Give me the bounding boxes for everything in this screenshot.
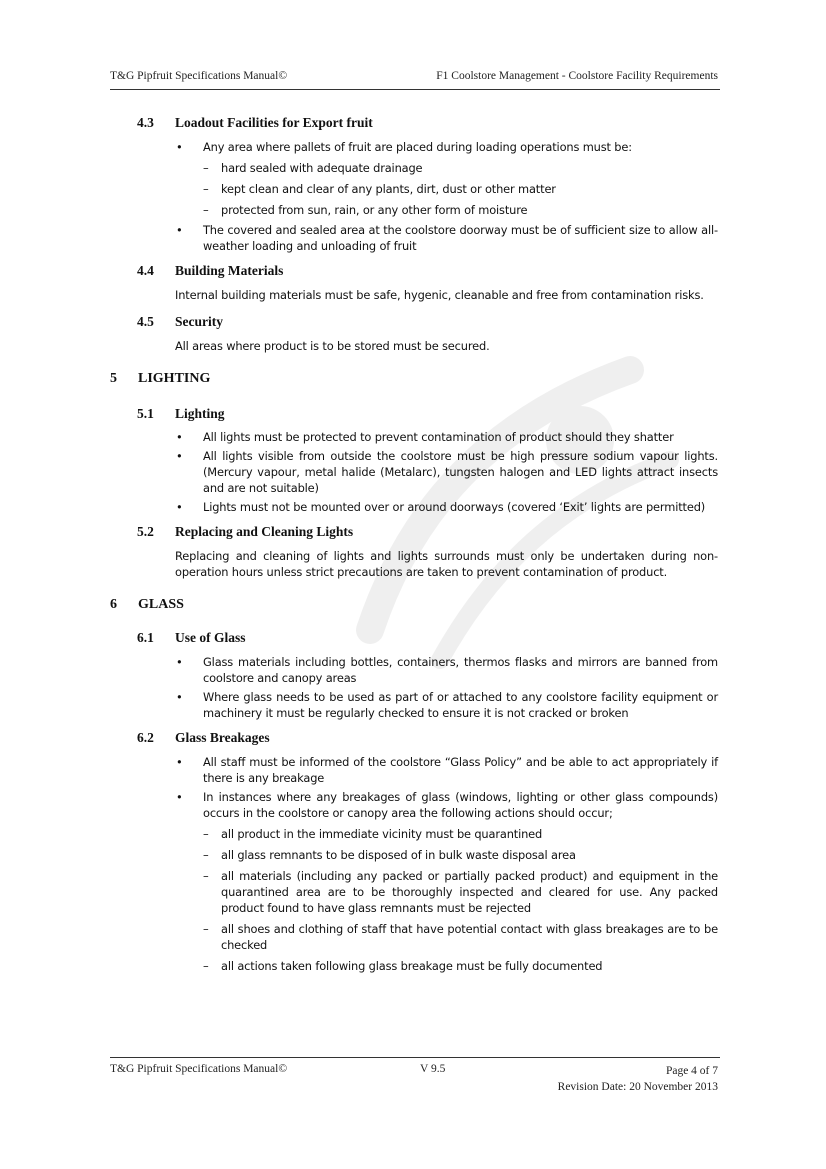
header-manual-title: T&G Pipfruit Specifications Manual© bbox=[110, 70, 288, 82]
list-item-text: In instances where any breakages of glass (windows, lighting or other glass compounds) occurs in the coolstore or canopy area the following actions should occur; bbox=[203, 790, 718, 820]
list-item: • Where glass needs to be used as part of or attached to any coolstore facility equipment or machinery it must be regularly checked to ensure it is not cracked or broken bbox=[203, 689, 718, 721]
section-number: 4.5 bbox=[137, 314, 154, 329]
footer-version: V 9.5 bbox=[420, 1063, 446, 1075]
header-section-title: F1 Coolstore Management - Coolstore Facility Requirements bbox=[436, 70, 718, 82]
section-title: Lighting bbox=[175, 406, 225, 421]
section-number: 6.2 bbox=[137, 730, 154, 745]
section-number: 4.4 bbox=[137, 263, 154, 278]
bullet-list bbox=[110, 429, 718, 515]
section-number: 6.1 bbox=[137, 630, 154, 645]
section-title: Glass Breakages bbox=[175, 730, 270, 745]
list-item: – all glass remnants to be disposed of in bulk waste disposal area bbox=[221, 847, 718, 863]
list-item: • All staff must be informed of the coolstore “Glass Policy” and be able to act appropriately if there is any breakage bbox=[203, 754, 718, 786]
page-footer bbox=[110, 1063, 718, 1099]
section-heading-6-2 bbox=[110, 728, 718, 748]
bullet-list bbox=[110, 654, 718, 721]
section-number: 4.3 bbox=[137, 115, 154, 130]
revision-date: Revision Date: 20 November 2013 bbox=[557, 1081, 718, 1093]
section-number: 5.1 bbox=[137, 406, 154, 421]
dash-list bbox=[203, 160, 718, 218]
section-title: Use of Glass bbox=[175, 630, 246, 645]
section-heading-4-5 bbox=[110, 312, 718, 332]
section-title: Loadout Facilities for Export fruit bbox=[175, 115, 373, 130]
list-item: • All lights visible from outside the coolstore must be high pressure sodium vapour lights. (Mercury vapour, metal halide (Metalarc), tungsten halogen and LED lights attract insects and are not suitable) bbox=[203, 448, 718, 496]
list-item: • Glass materials including bottles, containers, thermos flasks and mirrors are banned from coolstore and canopy areas bbox=[203, 654, 718, 686]
section-title: Security bbox=[175, 314, 223, 329]
dash-list bbox=[203, 826, 718, 974]
list-item-text: Any area where pallets of fruit are placed during loading operations must be: bbox=[203, 140, 632, 154]
chapter-title: GLASS bbox=[138, 597, 184, 612]
list-item: – all actions taken following glass breakage must be fully documented bbox=[221, 958, 718, 974]
list-item: – all shoes and clothing of staff that have potential contact with glass breakages are to be checked bbox=[221, 921, 718, 953]
page-number: Page 4 of 7 bbox=[665, 1065, 718, 1077]
bullet-list bbox=[110, 139, 718, 254]
section-heading-4-4 bbox=[110, 261, 718, 281]
list-item: – all materials (including any packed or partially packed product) and equipment in the quarantined area are to be thoroughly inspected and cleared for use. Any packed product found to have glass remnants must be rejected bbox=[221, 868, 718, 916]
section-heading-5-2 bbox=[110, 522, 718, 542]
chapter-heading-5 bbox=[110, 369, 718, 389]
section-heading-6-1 bbox=[110, 628, 718, 648]
section-title: Replacing and Cleaning Lights bbox=[175, 524, 354, 539]
section-number: 5.2 bbox=[137, 524, 154, 539]
list-item: • Lights must not be mounted over or around doorways (covered ‘Exit’ lights are permitted) bbox=[203, 499, 718, 515]
chapter-number: 5 bbox=[110, 371, 117, 386]
footer-rule bbox=[110, 1057, 720, 1058]
chapter-number: 6 bbox=[110, 597, 117, 612]
chapter-heading-6 bbox=[110, 595, 718, 615]
bullet-list bbox=[110, 754, 718, 974]
list-item: – all product in the immediate vicinity must be quarantined bbox=[221, 826, 718, 842]
section-heading-5-1 bbox=[110, 404, 718, 424]
footer-page-info bbox=[558, 1063, 718, 1095]
footer-manual-title: T&G Pipfruit Specifications Manual© bbox=[110, 1063, 288, 1075]
paragraph: Replacing and cleaning of lights and lights surrounds must only be undertaken during non-operation hours unless strict precautions are taken to prevent contamination of product. bbox=[175, 549, 718, 579]
section-heading-4-3 bbox=[110, 113, 718, 133]
paragraph: All areas where product is to be stored must be secured. bbox=[175, 339, 490, 353]
document-body bbox=[110, 113, 718, 974]
list-item: • All lights must be protected to prevent contamination of product should they shatter bbox=[203, 429, 718, 445]
list-item bbox=[203, 789, 718, 974]
chapter-title: LIGHTING bbox=[138, 371, 211, 386]
section-title: Building Materials bbox=[175, 263, 284, 278]
list-item bbox=[203, 139, 718, 218]
list-item: • The covered and sealed area at the coolstore doorway must be of sufficient size to allow all-weather loading and unloading of fruit bbox=[203, 222, 718, 254]
list-item: – hard sealed with adequate drainage bbox=[221, 160, 718, 176]
list-item: – protected from sun, rain, or any other form of moisture bbox=[221, 202, 718, 218]
list-item: – kept clean and clear of any plants, dirt, dust or other matter bbox=[221, 181, 718, 197]
header-rule bbox=[110, 89, 720, 90]
paragraph: Internal building materials must be safe, hygenic, cleanable and free from contamination risks. bbox=[175, 288, 704, 302]
